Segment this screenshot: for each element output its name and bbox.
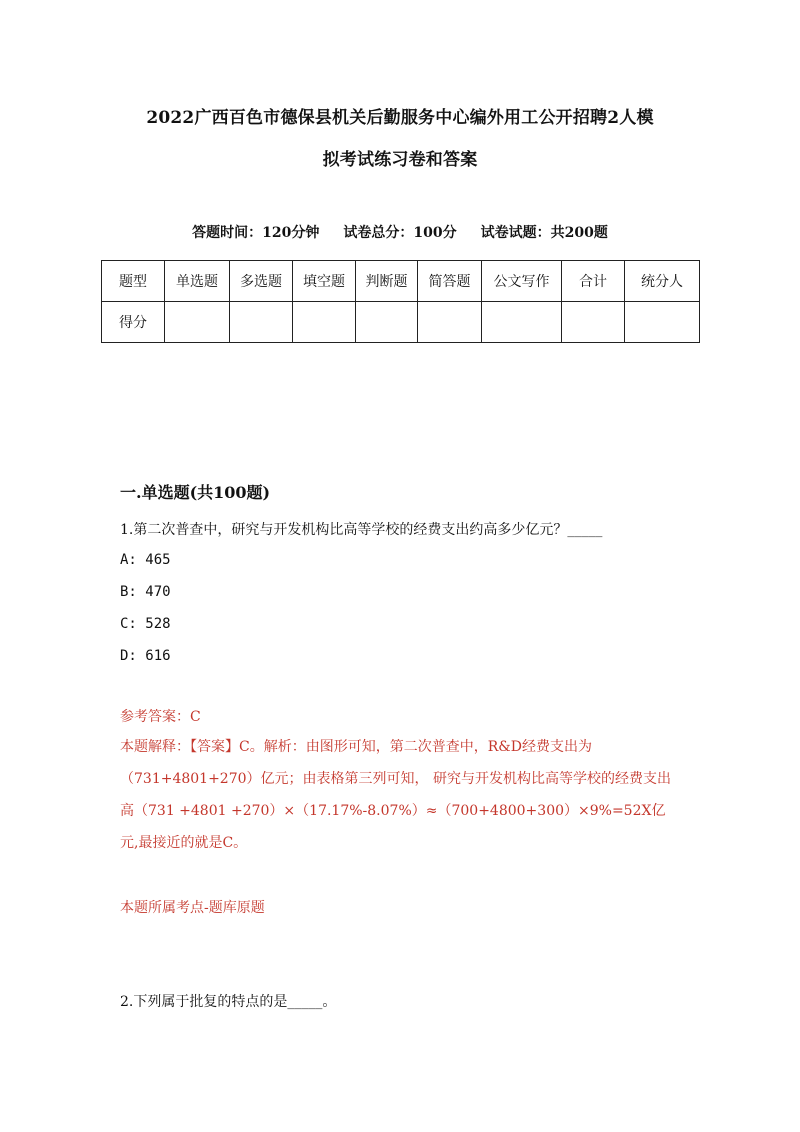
header-cell-document-writing: 公文写作 xyxy=(482,261,562,302)
exam-total-score: 试卷总分：100分 xyxy=(343,225,457,241)
score-cell-scorer xyxy=(625,302,700,343)
section-heading: 一.单选题(共100题) xyxy=(120,483,271,502)
score-cell-total xyxy=(562,302,625,343)
header-cell-fill-blank: 填空题 xyxy=(293,261,356,302)
question-1-category: 本题所属考点-题库原题 xyxy=(120,900,265,916)
question-1-option-c: C: 528 xyxy=(120,616,171,632)
question-1-option-b: B: 470 xyxy=(120,584,171,600)
document-title-line-1: 2022广西百色市德保县机关后勤服务中心编外用工公开招聘2人模 xyxy=(146,108,654,128)
score-cell-document-writing xyxy=(482,302,562,343)
header-cell-type: 题型 xyxy=(102,261,165,302)
header-cell-short-answer: 简答题 xyxy=(418,261,482,302)
score-cell-true-false xyxy=(356,302,418,343)
header-cell-multiple-choice: 多选题 xyxy=(230,261,293,302)
question-1-option-a: A: 465 xyxy=(120,552,171,568)
score-cell-fill-blank xyxy=(293,302,356,343)
header-cell-true-false: 判断题 xyxy=(356,261,418,302)
score-cell-single-choice xyxy=(165,302,230,343)
document-title-line-2: 拟考试练习卷和答案 xyxy=(322,150,478,170)
score-table xyxy=(101,260,700,343)
question-1-explanation: 本题解释：【答案】C。解析：由图形可知，第二次普查中，R&D经费支出为（731+4801+270）亿元；由表格第三列可知， 研究与开发机构比高等学校的经费支出高（731 +4801 +270）×（17.17%-8.07%）≈（700+4800+300）×9%=52X亿元,最接近的就是C。 xyxy=(120,739,671,851)
score-table-score-row xyxy=(102,302,700,343)
question-2-text: 2.下列属于批复的特点的是_____。 xyxy=(120,994,337,1010)
exam-question-count: 试卷试题：共200题 xyxy=(480,225,608,241)
question-1-answer: 参考答案：C xyxy=(120,709,201,725)
header-cell-scorer: 统分人 xyxy=(625,261,700,302)
question-1-text: 1.第二次普查中，研究与开发机构比高等学校的经费支出约高多少亿元？_____ xyxy=(120,522,603,538)
score-table-header-row xyxy=(102,261,700,302)
score-row-label: 得分 xyxy=(102,302,165,343)
question-1-option-d: D: 616 xyxy=(120,648,171,664)
header-cell-single-choice: 单选题 xyxy=(165,261,230,302)
exam-meta xyxy=(0,223,800,243)
exam-time: 答题时间：120分钟 xyxy=(192,225,320,241)
header-cell-total: 合计 xyxy=(562,261,625,302)
score-cell-multiple-choice xyxy=(230,302,293,343)
score-cell-short-answer xyxy=(418,302,482,343)
